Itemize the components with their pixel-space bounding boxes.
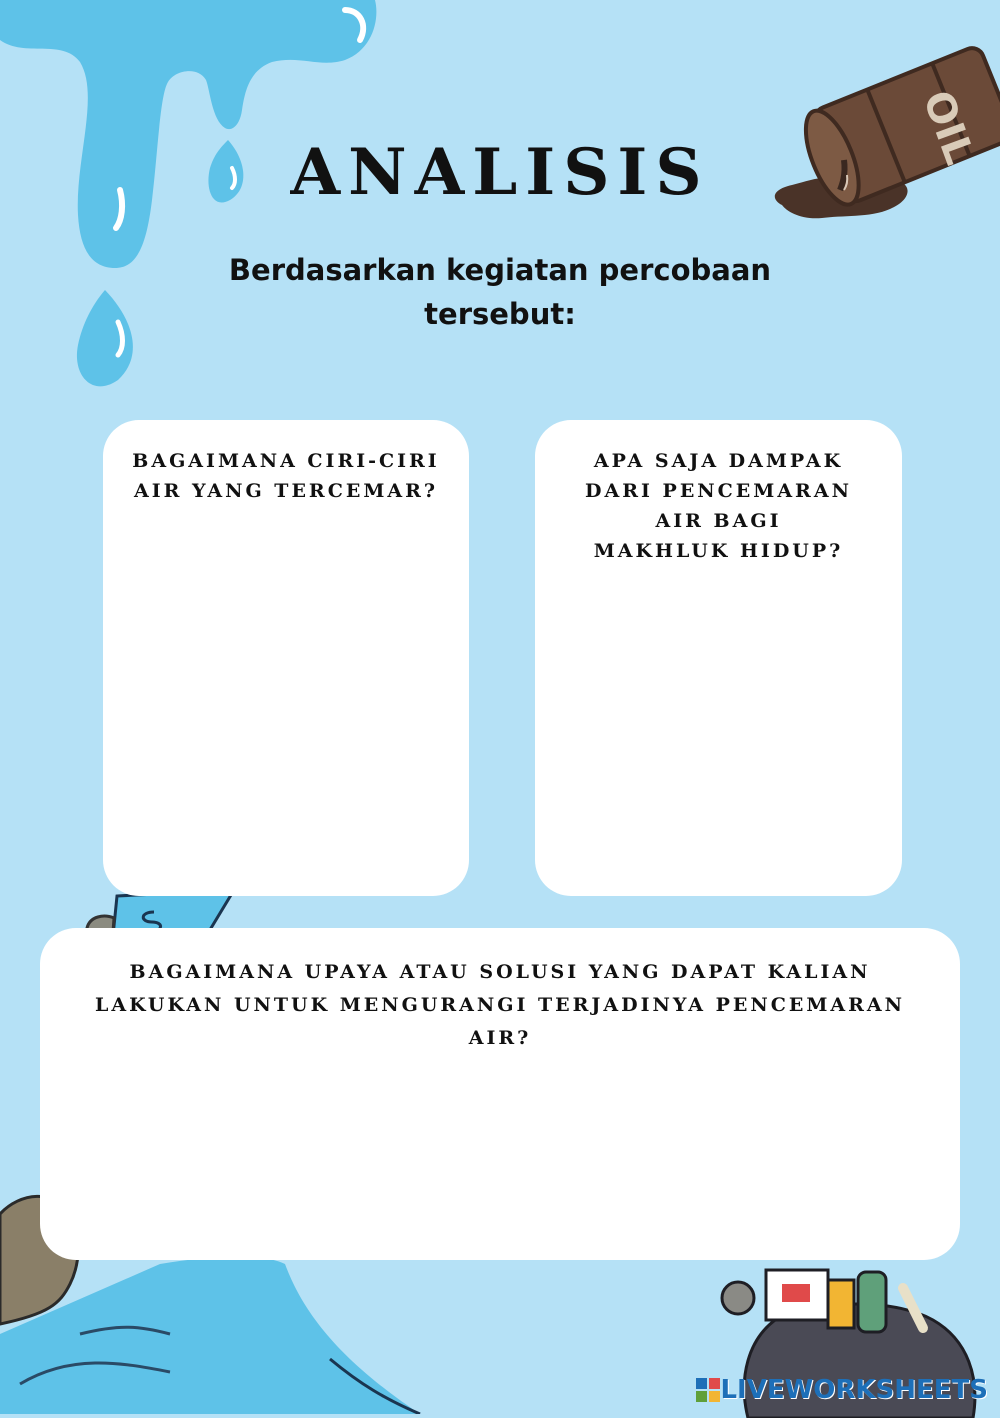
barrel-label: OIL xyxy=(913,84,983,171)
liveworksheets-logo xyxy=(696,1374,988,1406)
question-card-solution xyxy=(40,928,960,1260)
question-characteristics: BAGAIMANA CIRI-CIRI AIR YANG TERCEMAR? xyxy=(132,450,440,502)
question-card-characteristics xyxy=(103,420,469,896)
question-solution: BAGAIMANA UPAYA ATAU SOLUSI YANG DAPAT KALIAN LAKUKAN UNTUK MENGURANGI TERJADINYA PENCEMARAN AIR? xyxy=(94,961,906,1049)
question-card-impact xyxy=(535,420,902,896)
answer-impact-input[interactable] xyxy=(559,580,882,874)
answer-characteristics-input[interactable] xyxy=(127,520,449,874)
page-title: ANALISIS xyxy=(290,135,710,210)
liveworksheets-logo-icon xyxy=(696,1378,720,1402)
question-impact: APA SAJA DAMPAK DARI PENCEMARAN AIR BAGI MAKHLUK HIDUP? xyxy=(585,450,852,562)
page-subtitle: Berdasarkan kegiatan percobaan tersebut: xyxy=(228,253,772,331)
answer-solution-input[interactable] xyxy=(70,1038,934,1237)
watermark-text: LIVEWORKSHEETS xyxy=(720,1375,988,1405)
